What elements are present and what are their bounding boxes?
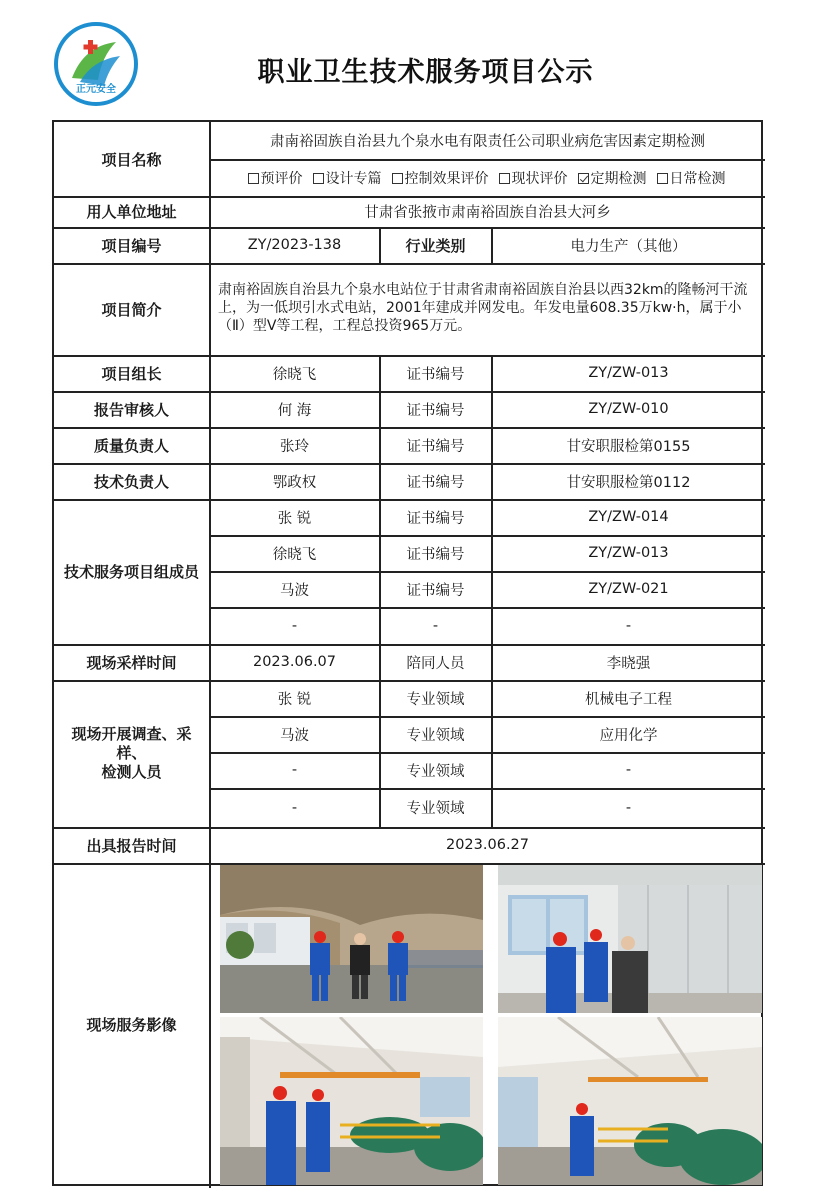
company-logo	[54, 22, 138, 106]
project-type-checklist	[210, 160, 763, 196]
intro-text: 肃南裕固族自治县九个泉水电站位于甘肃省肃南裕固族自治县以西32km的隆畅河干流上，为一低坝引水式电站，2001年建成并网发电。年发电量608.35万kw·h，属于小（Ⅱ）型Ⅴ等工程，工程总投资965万元。	[218, 282, 748, 334]
staff-cert-label: 证书编号	[406, 438, 465, 455]
member-cert: ZY/ZW-013	[588, 545, 669, 561]
disclosure-table	[52, 120, 763, 1186]
project-type-option	[392, 168, 489, 188]
sampling-time: 2023.06.07	[252, 654, 337, 670]
field-label: 专业领域	[406, 763, 465, 780]
staff-role: 项目组长	[101, 364, 162, 383]
unchecked-box-icon	[499, 173, 510, 184]
member-cert: -	[625, 617, 632, 634]
staff-cert-label: 证书编号	[406, 366, 465, 383]
field-staff-label-line1: 现场开展调查、采样、	[71, 725, 192, 762]
member-name: 马波	[280, 582, 309, 599]
project-type-option	[248, 168, 303, 188]
staff-name: 徐晓飞	[272, 366, 317, 383]
project-name: 肃南裕固族自治县九个泉水电有限责任公司职业病危害因素定期检测	[270, 134, 705, 150]
member-cert-label: -	[432, 617, 439, 634]
intro-label: 项目简介	[101, 300, 162, 319]
members-label: 技术服务项目组成员	[63, 563, 199, 581]
member-cert-label: 证书编号	[406, 510, 465, 527]
sampling-time-label: 现场采样时间	[86, 653, 177, 672]
site-photo-turbine-hall-2	[498, 1017, 762, 1185]
member-cert: ZY/ZW-021	[588, 581, 669, 597]
project-type-label: 定期检测	[590, 171, 647, 187]
field-value: 机械电子工程	[585, 691, 672, 708]
project-type-label: 控制效果评价	[404, 171, 489, 187]
staff-name: 张玲	[280, 438, 309, 455]
companion-value: 李晓强	[606, 655, 651, 672]
field-staff-label-line2: 检测人员	[101, 763, 162, 781]
project-type-option	[578, 168, 647, 188]
unchecked-box-icon	[657, 173, 668, 184]
project-type-option	[313, 168, 382, 188]
field-value: -	[625, 762, 632, 778]
staff-name: 何 海	[277, 402, 312, 419]
field-staff-label	[54, 680, 209, 827]
project-type-option	[657, 168, 726, 188]
site-photo-control-room	[498, 865, 762, 1013]
staff-name: 鄂政权	[272, 474, 317, 491]
photos-label: 现场服务影像	[86, 1016, 177, 1034]
staff-role: 质量负责人	[93, 436, 169, 455]
field-label: 专业领域	[406, 727, 465, 744]
staff-role: 报告审核人	[93, 400, 169, 419]
project-type-label: 日常检测	[669, 171, 726, 187]
unchecked-box-icon	[248, 173, 259, 184]
staff-cert: ZY/ZW-010	[588, 401, 669, 417]
staff-cert: ZY/ZW-013	[588, 365, 669, 381]
unchecked-box-icon	[392, 173, 403, 184]
project-type-label: 预评价	[260, 171, 303, 187]
project-number: ZY/2023-138	[247, 237, 342, 253]
report-date: 2023.06.27	[445, 837, 530, 853]
field-label: 专业领域	[406, 691, 465, 708]
unchecked-box-icon	[313, 173, 324, 184]
field-value: -	[625, 799, 632, 816]
member-cert: ZY/ZW-014	[588, 509, 669, 525]
field-staff-name: -	[291, 799, 298, 816]
logo-text: 正元安全	[76, 84, 116, 95]
address-label: 用人单位地址	[86, 203, 177, 221]
project-type-label: 设计专篇	[325, 171, 382, 187]
staff-cert: 甘安职服检第0112	[566, 474, 691, 491]
field-value: 应用化学	[599, 727, 658, 744]
staff-cert-label: 证书编号	[406, 474, 465, 491]
staff-cert: 甘安职服检第0155	[566, 438, 691, 455]
member-cert-label: 证书编号	[406, 546, 465, 563]
field-label: 专业领域	[406, 801, 465, 817]
address-value: 甘肃省张掖市肃南裕固族自治县大河乡	[364, 205, 611, 221]
report-date-label: 出具报告时间	[86, 836, 177, 855]
site-photo-turbine-hall-1	[220, 1017, 483, 1185]
field-staff-name: 张 锐	[277, 691, 312, 708]
staff-cert-label: 证书编号	[406, 402, 465, 419]
project-number-label: 项目编号	[101, 236, 162, 255]
field-staff-name: -	[291, 762, 298, 778]
staff-role: 技术负责人	[93, 472, 169, 491]
project-type-label: 现状评价	[511, 171, 568, 187]
page-title: 职业卫生技术服务项目公示	[257, 57, 594, 88]
companion-label: 陪同人员	[406, 655, 465, 672]
industry-value: 电力生产（其他）	[570, 238, 687, 255]
checked-box-icon	[578, 173, 589, 184]
member-cert-label: 证书编号	[406, 582, 465, 599]
project-name-label: 项目名称	[101, 150, 162, 169]
member-name: 徐晓飞	[272, 546, 317, 563]
project-type-option	[499, 168, 568, 188]
industry-label: 行业类别	[405, 236, 466, 255]
member-name: -	[291, 617, 298, 634]
field-staff-name: 马波	[280, 727, 309, 744]
member-name: 张 锐	[277, 510, 312, 527]
site-photo-outdoor	[220, 865, 483, 1013]
